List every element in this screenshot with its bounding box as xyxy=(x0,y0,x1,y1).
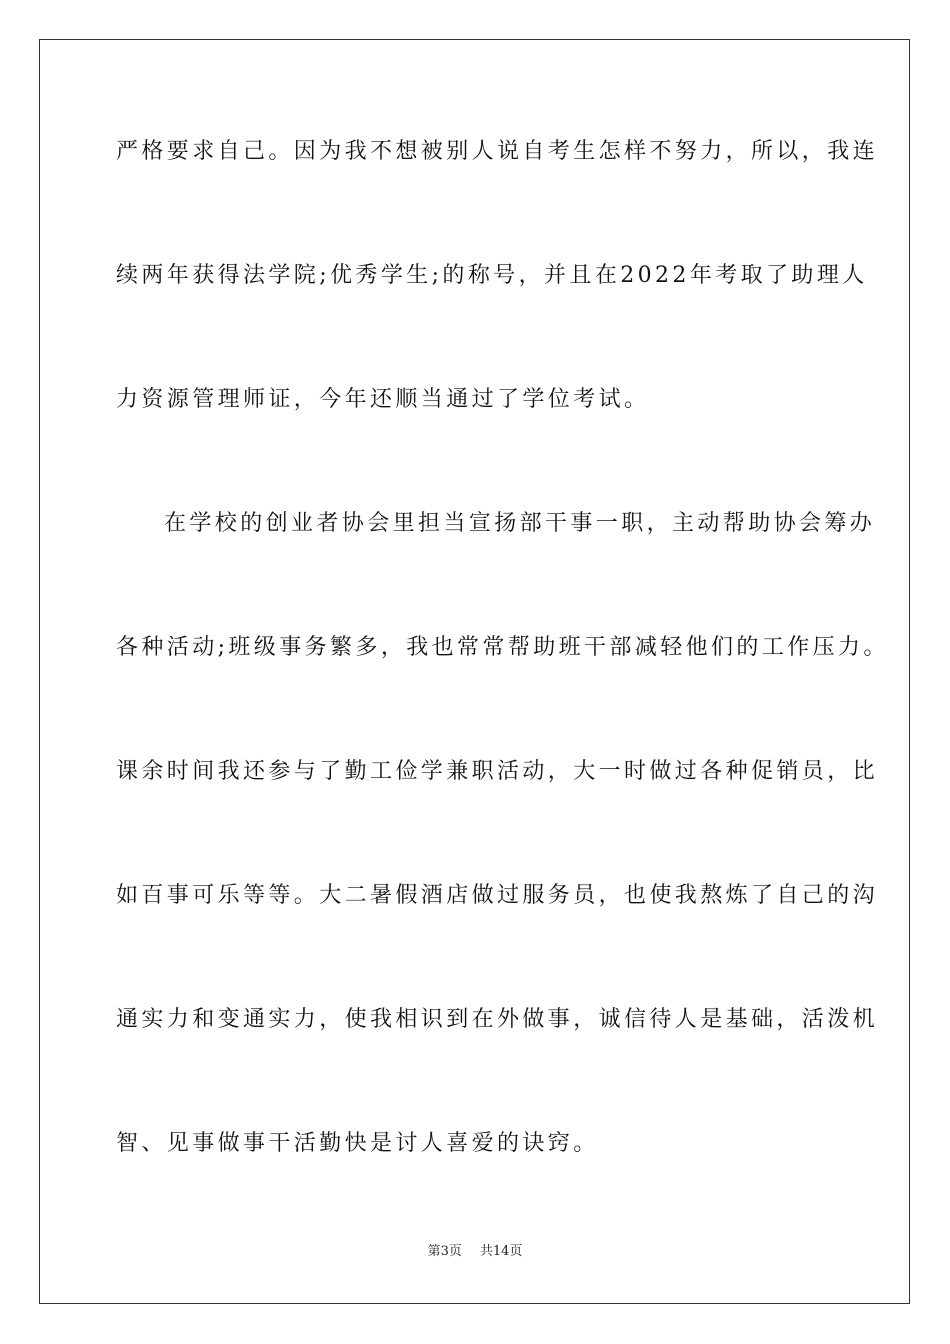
text-line-9: 智、见事做事干活勤快是讨人喜爱的诀窍。 xyxy=(116,1131,599,1156)
page-total: 共14页 xyxy=(479,1244,523,1259)
page-footer xyxy=(0,1243,950,1261)
text-line-7: 如百事可乐等等。大二暑假酒店做过服务员，也使我熬炼了自己的沟 xyxy=(116,883,879,908)
text-line-2: 续两年获得法学院;优秀学生;的称号，并且在2022年考取了助理人 xyxy=(116,263,868,288)
text-line-5: 各种活动;班级事务繁多，我也常常帮助班干部减轻他们的工作压力。 xyxy=(116,635,889,660)
page-number: 第3页 xyxy=(427,1244,462,1259)
text-line-4-paragraph-start: 在学校的创业者协会里担当宣扬部干事一职，主动帮助协会筹办 xyxy=(164,511,876,536)
text-line-3: 力资源管理师证，今年还顺当通过了学位考试。 xyxy=(116,387,650,412)
text-line-8: 通实力和变通实力，使我相识到在外做事，诚信待人是基础，活泼机 xyxy=(116,1007,879,1032)
text-line-1: 严格要求自己。因为我不想被别人说自考生怎样不努力，所以，我连 xyxy=(116,139,879,164)
text-line-6: 课余时间我还参与了勤工俭学兼职活动，大一时做过各种促销员，比 xyxy=(116,759,879,784)
page-border xyxy=(39,39,910,1304)
